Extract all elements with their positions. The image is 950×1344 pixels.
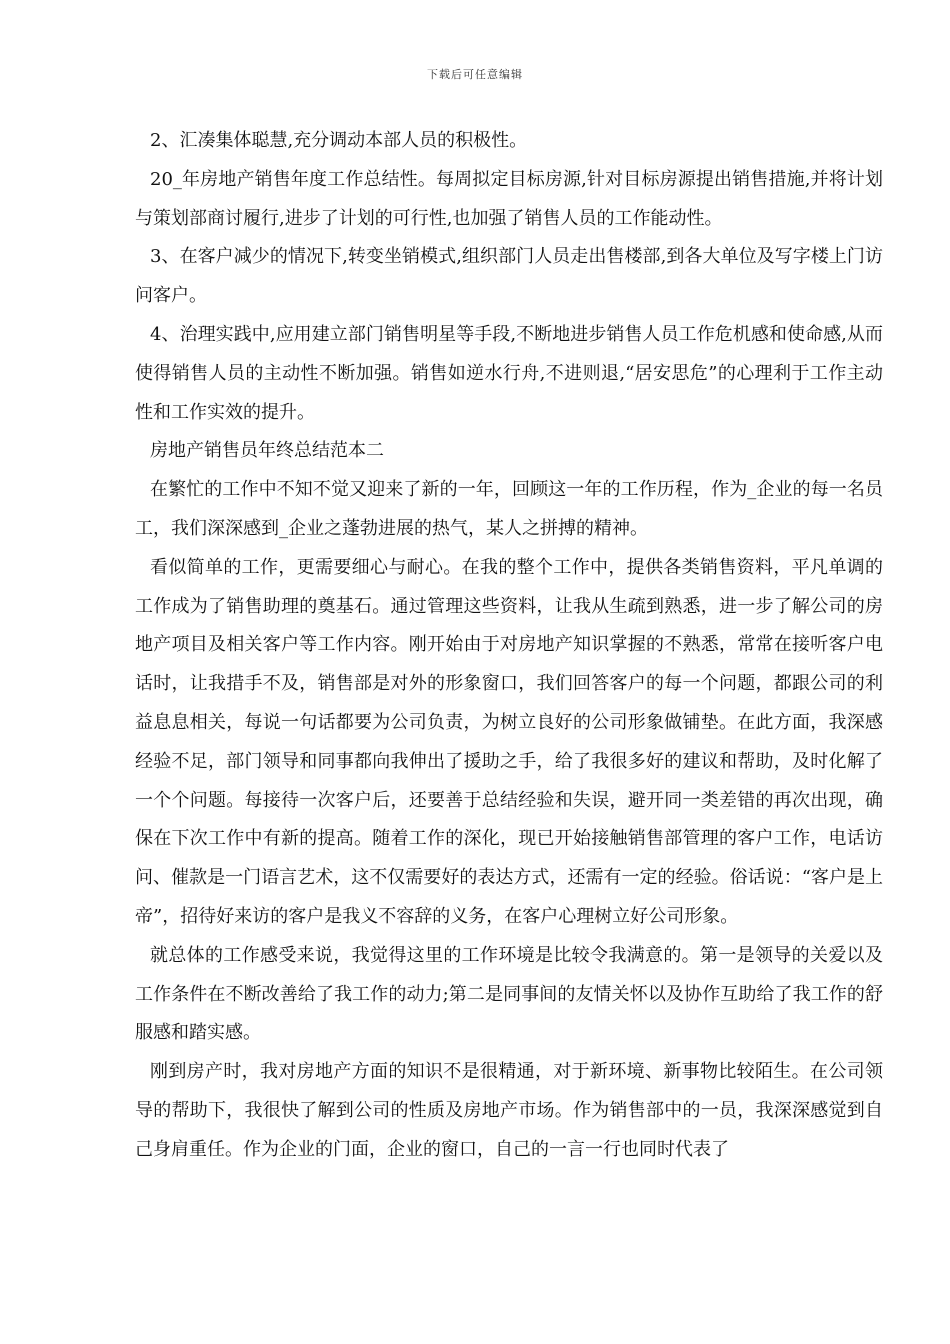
paragraph: 3、在客户减少的情况下,转变坐销模式,组织部门人员走出售楼部,到各大单位及写字楼上门访问客户。 xyxy=(135,246,883,307)
paragraph: 20_年房地产销售年度工作总结性。每周拟定目标房源,针对目标房源提出销售措施,并将计划与策划部商讨履行,进步了计划的可行性,也加强了销售人员的工作能动性。 xyxy=(135,168,883,229)
paragraph: 看似简单的工作，更需要细心与耐心。在我的整个工作中，提供各类销售资料，平凡单调的工作成为了销售助理的奠基石。通过管理这些资料，让我从生疏到熟悉，进一步了解公司的房地产项目及相关客户等工作内容。刚开始由于对房地产知识掌握的不熟悉，常常在接听客户电话时，让我措手不及，销售部是对外的形象窗口，我们回答客户的每一个问题，都跟公司的利益息息相关，每说一句话都要为公司负责，为树立良好的公司形象做铺垫。在此方面，我深感经验不足，部门领导和同事都向我伸出了援助之手，给了我很多好的建议和帮助，及时化解了一个个问题。每接待一次客户后，还要善于总结经验和失误，避开同一类差错的再次出现，确保在下次工作中有新的提高。随着工作的深化，现已开始接触销售部管理的客户工作，电话访问、催款是一门语言艺术，这不仅需要好的表达方式，还需有一定的经验。俗话说：“客户是上帝”，招待好来访的客户是我义不容辞的义务，在客户心理树立好公司形象。 xyxy=(135,556,883,927)
document-body xyxy=(135,122,883,1170)
paragraph: 就总体的工作感受来说，我觉得这里的工作环境是比较令我满意的。第一是领导的关爱以及工作条件在不断改善给了我工作的动力;第二是同事间的友情关怀以及协作互助给了我工作的舒服感和踏实感。 xyxy=(135,944,883,1044)
paragraph: 2、汇凑集体聪慧,充分调动本部人员的积极性。 xyxy=(150,130,528,151)
page-header: 下载后可任意编辑 xyxy=(427,68,523,81)
paragraph: 在繁忙的工作中不知不觉又迎来了新的一年，回顾这一年的工作历程，作为_企业的每一名员工，我们深深感到_企业之蓬勃进展的热气，某人之拼搏的精神。 xyxy=(135,479,883,539)
paragraph: 4、治理实践中,应用建立部门销售明星等手段,不断地进步销售人员工作危机感和使命感,从而使得销售人员的主动性不断加强。销售如逆水行舟,不进则退,“居安思危”的心理利于工作主动性和工作实效的提升。 xyxy=(135,323,883,423)
section-heading: 房地产销售员年终总结范本二 xyxy=(150,440,384,462)
paragraph: 刚到房产时，我对房地产方面的知识不是很精通，对于新环境、新事物比较陌生。在公司领导的帮助下，我很快了解到公司的性质及房地产市场。作为销售部中的一员，我深深感觉到自己身肩重任。作为企业的门面，企业的窗口，自己的一言一行也同时代表了 xyxy=(135,1061,883,1160)
